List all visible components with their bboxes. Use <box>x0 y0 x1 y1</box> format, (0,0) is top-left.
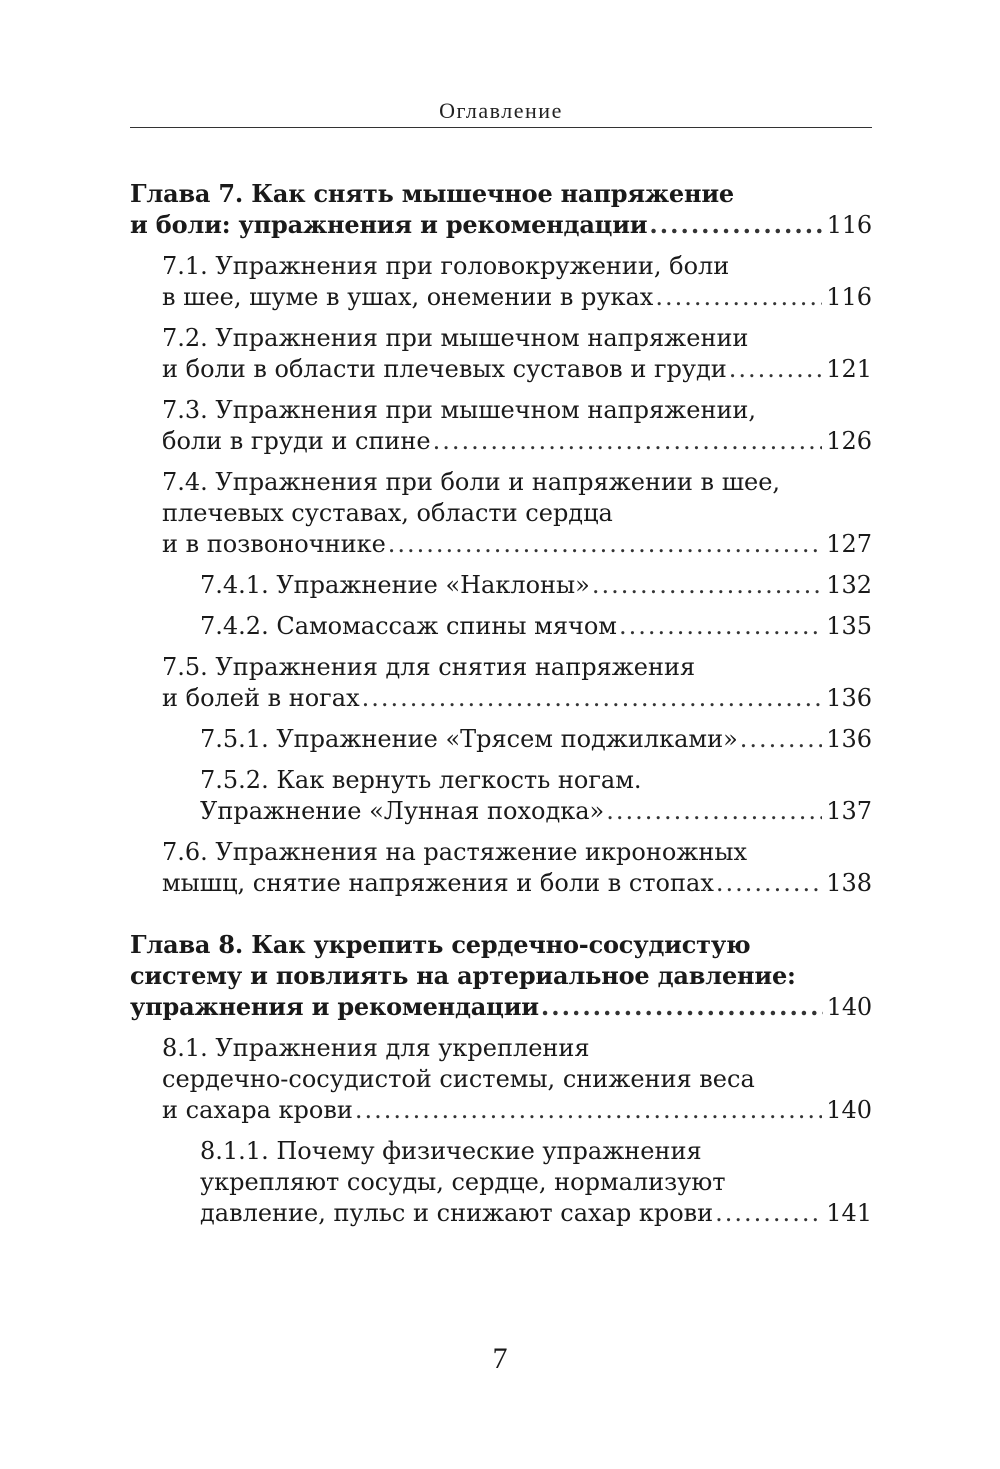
toc-line: и болей в ногах <box>162 684 360 712</box>
toc-page-number: 136 <box>826 684 872 712</box>
toc-line: Глава 8. Как укрепить сердечно-сосудистую <box>130 930 751 959</box>
toc-page-number: 136 <box>826 725 872 753</box>
toc-line: 7.5. Упражнения для снятия напряжения <box>162 653 696 681</box>
toc-line: 7.6. Упражнения на растяжение икроножных <box>162 838 748 866</box>
toc-line: сердечно-сосудистой системы, снижения веса <box>162 1065 755 1093</box>
toc-chapter-8[interactable] <box>130 929 872 1023</box>
toc-line: и боли: упражнения и рекомендации <box>130 210 648 239</box>
toc-subsection-7-5-1[interactable] <box>130 724 872 755</box>
running-header: Оглавление <box>439 98 563 123</box>
dot-leader <box>729 354 822 385</box>
toc-section-7-6[interactable] <box>130 837 872 899</box>
dot-leader <box>433 426 823 457</box>
toc-line: 8.1. Упражнения для укрепления <box>162 1034 590 1062</box>
toc-line: 7.4.1. Упражнение «Наклоны» <box>200 571 590 599</box>
toc-line: Упражнение «Лунная походка» <box>200 797 605 825</box>
page-number: 7 <box>492 1342 508 1375</box>
toc-section-7-1[interactable] <box>130 251 872 313</box>
toc-page-number: 121 <box>826 355 872 383</box>
toc-line: 7.5.1. Упражнение «Трясем поджилками» <box>200 725 738 753</box>
dot-leader <box>388 529 822 560</box>
toc-line: упражнения и рекомендации <box>130 992 539 1021</box>
toc-page-number: 126 <box>826 427 872 455</box>
dot-leader <box>740 724 822 755</box>
toc-page-number: 140 <box>826 1096 872 1124</box>
toc-line: плечевых суставах, области сердца <box>162 499 613 527</box>
toc-line: мышц, снятие напряжения и боли в стопах <box>162 869 714 897</box>
toc-page-number: 116 <box>826 211 872 239</box>
dot-leader <box>606 796 822 827</box>
dot-leader <box>355 1095 822 1126</box>
toc-line: давление, пульс и снижают сахар крови <box>200 1199 714 1227</box>
toc-section-7-2[interactable] <box>130 323 872 385</box>
toc-page-number: 132 <box>826 571 872 599</box>
toc-line: и боли в области плечевых суставов и груди <box>162 355 727 383</box>
dot-leader <box>619 611 822 642</box>
dot-leader <box>655 282 822 313</box>
toc-subsection-8-1-1[interactable] <box>130 1136 872 1229</box>
toc-line: 7.4.2. Самомассаж спины мячом <box>200 612 617 640</box>
toc-subsection-7-5-2[interactable] <box>130 765 872 827</box>
dot-leader <box>649 209 822 240</box>
table-of-contents <box>130 178 872 1229</box>
toc-line: 7.2. Упражнения при мышечном напряжении <box>162 324 749 352</box>
toc-line: 8.1.1. Почему физические упражнения <box>200 1137 702 1165</box>
header-rule <box>130 127 872 128</box>
toc-page-number: 141 <box>826 1199 872 1227</box>
toc-page-number: 137 <box>826 797 872 825</box>
toc-line: Глава 7. Как снять мышечное напряжение <box>130 179 735 208</box>
toc-line: и в позвоночнике <box>162 530 386 558</box>
toc-page-number: 138 <box>826 869 872 897</box>
toc-line: 7.3. Упражнения при мышечном напряжении, <box>162 396 757 424</box>
toc-page-number: 127 <box>826 530 872 558</box>
toc-section-7-3[interactable] <box>130 395 872 457</box>
toc-page-number: 116 <box>826 283 872 311</box>
toc-line: в шее, шуме в ушах, онемении в руках <box>162 283 654 311</box>
toc-section-7-4[interactable] <box>130 467 872 560</box>
toc-section-7-5[interactable] <box>130 652 872 714</box>
dot-leader <box>716 868 822 899</box>
toc-page-number: 135 <box>826 612 872 640</box>
toc-line: укрепляют сосуды, сердце, нормализуют <box>200 1168 726 1196</box>
dot-leader <box>715 1198 822 1229</box>
toc-chapter-7[interactable] <box>130 178 872 241</box>
toc-line: 7.5.2. Как вернуть легкость ногам. <box>200 766 642 794</box>
toc-line: и сахара крови <box>162 1096 353 1124</box>
toc-page-number: 140 <box>826 993 872 1021</box>
toc-line: 7.1. Упражнения при головокружении, боли <box>162 252 730 280</box>
dot-leader <box>592 570 822 601</box>
toc-section-8-1[interactable] <box>130 1033 872 1126</box>
toc-line: 7.4. Упражнения при боли и напряжении в шее, <box>162 468 781 496</box>
toc-subsection-7-4-2[interactable] <box>130 611 872 642</box>
dot-leader <box>362 683 823 714</box>
toc-line: систему и повлиять на артериальное давление: <box>130 961 796 990</box>
dot-leader <box>541 991 823 1022</box>
toc-line: боли в груди и спине <box>162 427 431 455</box>
toc-subsection-7-4-1[interactable] <box>130 570 872 601</box>
